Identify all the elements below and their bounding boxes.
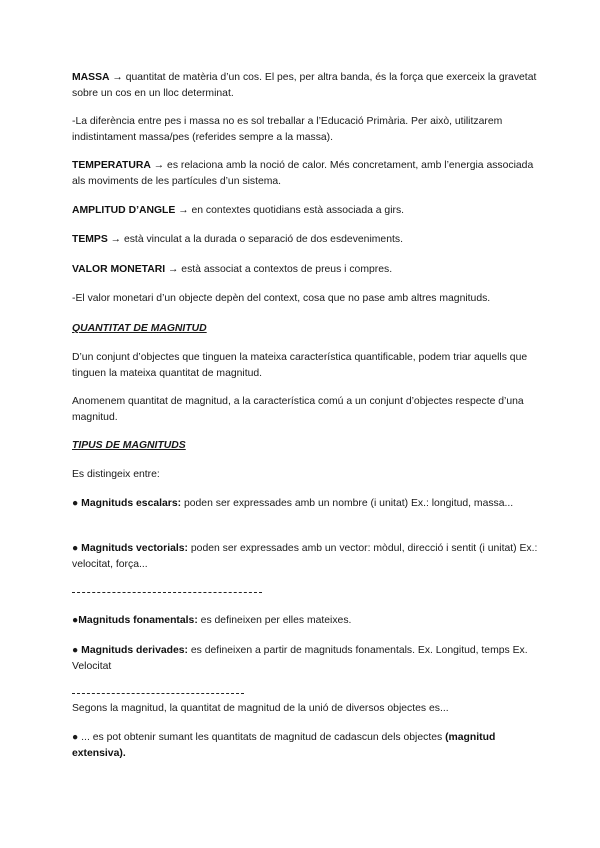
paragraph-segons: Segons la magnitud, la quantitat de magnitud de la unió de diversos objectes es... [72, 703, 449, 714]
term-escalars: Magnituds escalars: [81, 498, 182, 509]
paragraph-valor [72, 262, 542, 278]
bullet-icon: ● [72, 498, 82, 509]
heading-quantitat: QUANTITAT DE MAGNITUD [72, 323, 207, 334]
temperatura-definition: → es relaciona amb la noció de calor. Més concretament, amb l’energia associada als moviments de les partícules d’un sistema. [72, 160, 534, 187]
list-item-escalars [72, 496, 542, 512]
paragraph-temps [72, 232, 542, 248]
amplitud-definition: → en contextes quotidians està associada a girs. [175, 205, 405, 216]
paragraph-temperatura [72, 158, 542, 190]
term-extensiva: (magnitud extensiva). [72, 732, 496, 759]
list-item-fonamentals [72, 613, 542, 629]
vectorials-definition: poden ser expressades amb un vector: mòdul, direcció i sentit (i unitat) Ex.: velocitat, força... [72, 543, 538, 570]
paragraph-amplitud [72, 203, 542, 219]
escalars-definition: poden ser expressades amb un nombre (i unitat) Ex.: longitud, massa... [181, 498, 514, 509]
heading-tipus: TIPUS DE MAGNITUDS [72, 440, 186, 451]
bullet-icon: ● [72, 732, 82, 743]
valor-definition: → està associat a contextos de preus i compres. [165, 264, 393, 275]
term-amplitud: AMPLITUD D’ANGLE [72, 205, 176, 216]
derivades-definition: es defineixen a partir de magnituds fonamentals. Ex. Longitud, temps Ex. Velocitat [72, 645, 528, 672]
bullet-icon: ● [72, 645, 82, 656]
list-item-vectorials [72, 541, 542, 573]
extensiva-definition: ... es pot obtenir sumant les quantitats de magnitud de cadascun dels objectes [81, 732, 446, 743]
list-item-extensiva [72, 730, 542, 762]
term-temps: TEMPS [72, 234, 108, 245]
paragraph-valor-note: -El valor monetari d’un objecte depèn del context, cosa que no pase amb altres magnituds. [72, 293, 491, 304]
dashed-divider [72, 693, 244, 694]
term-massa: MASSA [72, 72, 110, 83]
term-temperatura: TEMPERATURA [72, 160, 151, 171]
fonamentals-definition: es defineixen per elles mateixes. [197, 615, 352, 626]
bullet-icon: ● [72, 543, 82, 554]
dashed-divider [72, 592, 262, 593]
term-fonamentals: Magnituds fonamentals: [78, 615, 198, 626]
paragraph-quantitat-2: Anomenem quantitat de magnitud, a la característica comú a un conjunt d’objectes respecte d’una magnitud. [72, 396, 524, 423]
term-valor: VALOR MONETARI [72, 264, 166, 275]
massa-definition: → quantitat de matèria d’un cos. El pes, per altra banda, és la força que exerceix la gravetat sobre un cos en un lloc determinat. [72, 72, 537, 99]
list-item-derivades [72, 643, 542, 675]
paragraph-massa [72, 70, 542, 102]
term-vectorials: Magnituds vectorials: [81, 543, 188, 554]
bullet-icon: ● [72, 615, 79, 626]
term-derivades: Magnituds derivades: [81, 645, 188, 656]
paragraph-tipus-intro: Es distingeix entre: [72, 469, 160, 480]
paragraph-massa-note: -La diferència entre pes i massa no es sol treballar a l’Educació Primària. Per això, utilitzarem indistintament massa/pes (referides sempre a la massa). [72, 116, 503, 143]
temps-definition: → està vinculat a la durada o separació de dos esdeveniments. [107, 234, 403, 245]
paragraph-quantitat-1: D’un conjunt d’objectes que tinguen la mateixa característica quantificable, podem triar aquells que tinguen la mateixa quantitat de magnitud. [72, 352, 528, 379]
